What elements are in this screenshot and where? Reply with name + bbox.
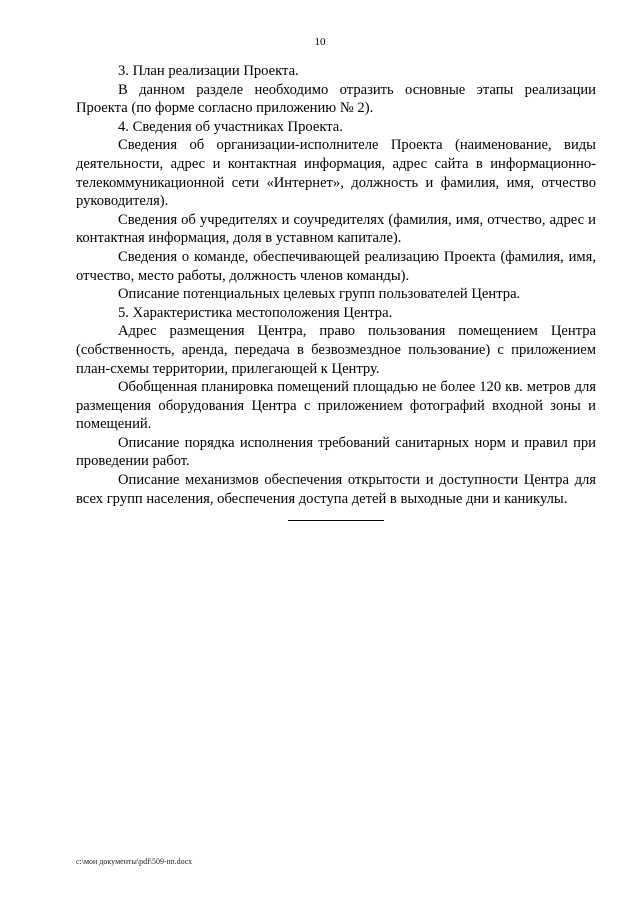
paragraph-team-info: Сведения о команде, обеспечивающей реализацию Проекта (фамилия, имя, отчество, место работы, должность членов команды). [76,248,596,284]
paragraph-accessibility: Описание механизмов обеспечения открытости и доступности Центра для всех групп населения, обеспечения доступа детей в выходные дни и каникулы. [76,472,596,507]
section-heading-plan: 3. План реализации Проекта. [118,63,299,79]
paragraph-sanitary-norms: Описание порядка исполнения требований санитарных норм и правил при проведении работ. [76,434,596,470]
paragraph-address-rights: Адрес размещения Центра, право пользования помещением Центра (собственность, аренда, передача в безвозмездное пользование) с приложением план-схемы территории, прилегающей к Центру. [76,323,596,377]
end-separator-line [288,520,384,521]
footer-file-path: c:\мои документы\pdf\509-nn.docx [76,857,193,866]
section-heading-participants: 4. Сведения об участниках Проекта. [118,118,343,135]
paragraph-plan-description: В данном разделе необходимо отразить основные этапы реализации Проекта (по форме согласно приложению № 2). [76,81,596,117]
document-body [76,62,596,521]
page-number: 10 [314,36,326,48]
paragraph-executor-info: Сведения об организации-исполнителе Проекта (наименование, виды деятельности, адрес и контактная информация, адрес сайта в информационно-телекоммуникационной сети «Интернет», должность и фамилия, имя, отчество руководителя). [76,137,596,210]
paragraph-founders-info: Сведения об учредителях и соучредителях (фамилия, имя, отчество, адрес и контактная информация, доля в уставном капитале). [76,211,596,247]
paragraph-floor-plan: Обобщенная планировка помещений площадью не более 120 кв. метров для размещения оборудования Центра с приложением фотографий входной зоны и помещений. [76,379,596,433]
section-heading-location: 5. Характеристика местоположения Центра. [118,304,393,321]
paragraph-target-groups: Описание потенциальных целевых групп пользователей Центра. [118,286,521,303]
